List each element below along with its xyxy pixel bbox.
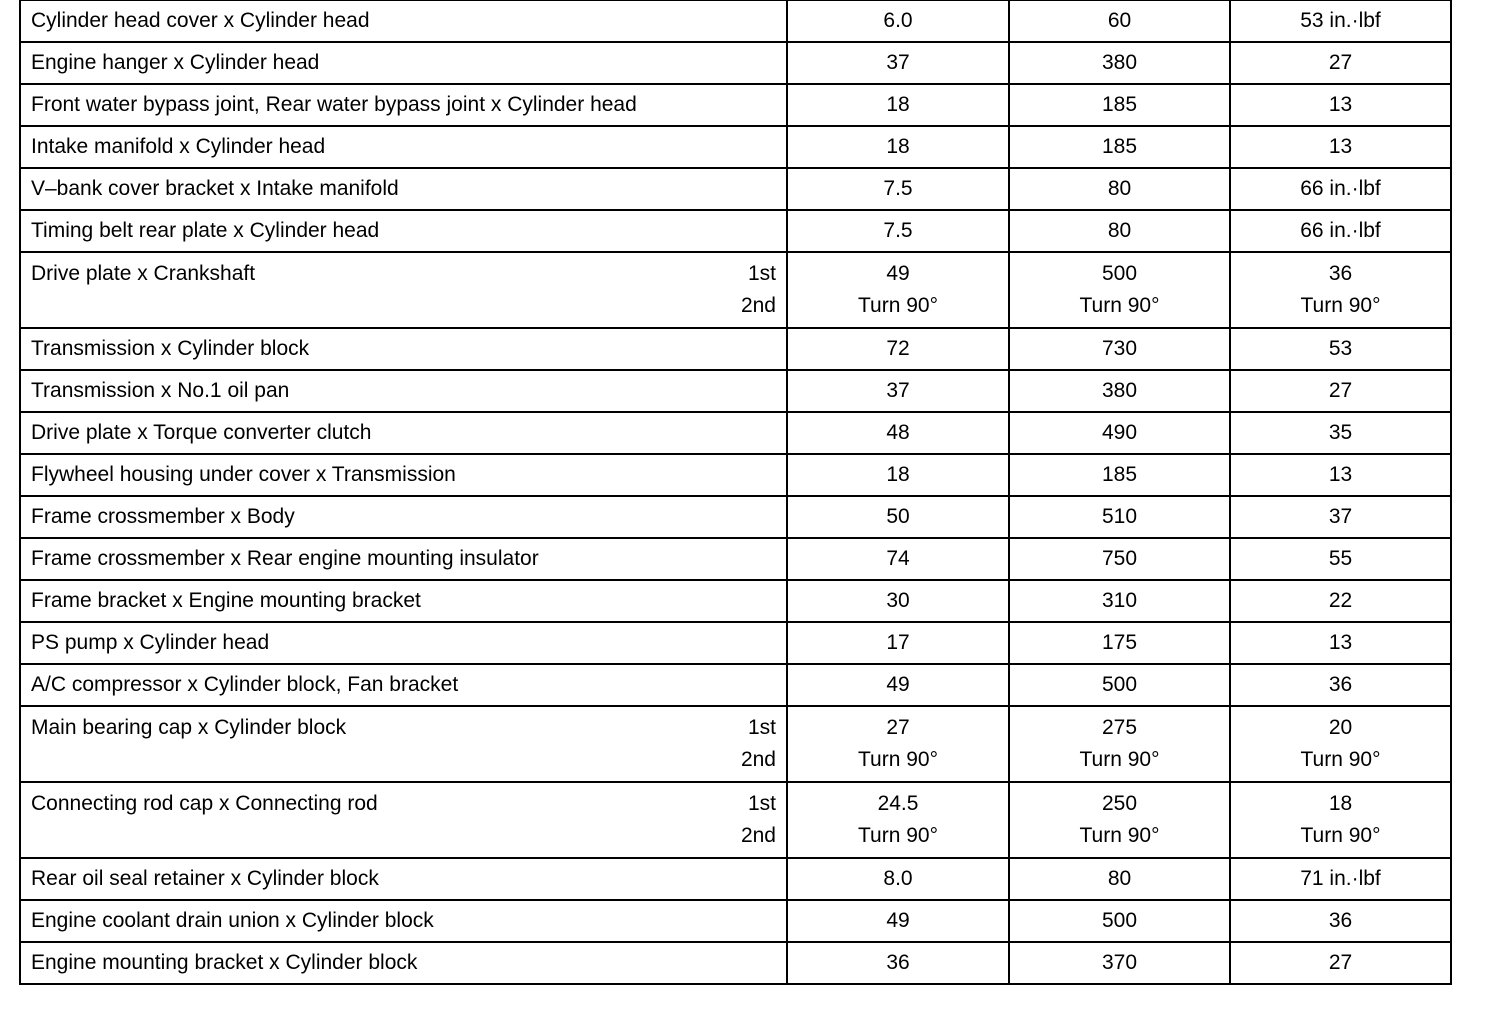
table-row — [20, 210, 1451, 252]
part-label: Connecting rod cap x Connecting rod — [31, 792, 378, 815]
part-cell — [20, 496, 787, 538]
table-row — [20, 0, 1451, 42]
ft-lbf-value-2nd: Turn 90° — [1300, 824, 1381, 847]
part-cell — [20, 706, 787, 782]
part-label: Front water bypass joint, Rear water bypass joint x Cylinder head — [31, 93, 637, 116]
part-label: Frame crossmember x Rear engine mounting insulator — [31, 547, 539, 570]
step-2nd-label: 2nd — [740, 824, 776, 847]
kgf-cm-cell: 60 — [1009, 0, 1230, 42]
ft-lbf-cell: 37 — [1230, 496, 1451, 538]
part-cell — [20, 252, 787, 328]
table-row — [20, 370, 1451, 412]
ft-lbf-cell: 27 — [1230, 370, 1451, 412]
part-label: PS pump x Cylinder head — [31, 631, 270, 654]
part-cell — [20, 412, 787, 454]
ft-lbf-value-1st: 36 — [1328, 262, 1353, 285]
part-cell — [20, 942, 787, 984]
part-cell — [20, 168, 787, 210]
kgf-cm-cell: 500 — [1009, 900, 1230, 942]
step-labels — [741, 258, 776, 322]
kgf-cm-cell: 185 — [1009, 126, 1230, 168]
ft-lbf-cell — [1230, 252, 1451, 328]
nm-value-2nd: Turn 90° — [858, 824, 938, 847]
part-label: Engine mounting bracket x Cylinder block — [31, 951, 418, 974]
part-cell — [20, 580, 787, 622]
part-label: Flywheel housing under cover x Transmission — [31, 463, 456, 486]
kgf-cm-cell: 380 — [1009, 370, 1230, 412]
nm-cell: 48 — [787, 412, 1009, 454]
nm-cell: 7.5 — [787, 168, 1009, 210]
table-row — [20, 126, 1451, 168]
part-label: Drive plate x Crankshaft — [31, 262, 256, 285]
nm-cell: 37 — [787, 370, 1009, 412]
ft-lbf-cell: 13 — [1230, 126, 1451, 168]
kgf-cm-cell: 175 — [1009, 622, 1230, 664]
nm-value-1st: 27 — [886, 716, 910, 739]
part-cell — [20, 42, 787, 84]
ft-lbf-cell: 13 — [1230, 622, 1451, 664]
kgf-cm-value-1st: 250 — [1101, 792, 1138, 815]
kgf-cm-cell: 380 — [1009, 42, 1230, 84]
part-label: Transmission x Cylinder block — [31, 337, 310, 360]
kgf-cm-cell: 730 — [1009, 328, 1230, 370]
part-cell — [20, 84, 787, 126]
nm-cell: 72 — [787, 328, 1009, 370]
ft-lbf-cell: 66 in.·lbf — [1230, 168, 1451, 210]
ft-lbf-cell: 55 — [1230, 538, 1451, 580]
kgf-cm-cell: 370 — [1009, 942, 1230, 984]
table-row — [20, 782, 1451, 858]
nm-cell: 8.0 — [787, 858, 1009, 900]
kgf-cm-cell: 310 — [1009, 580, 1230, 622]
table-row — [20, 538, 1451, 580]
part-cell — [20, 454, 787, 496]
table-row — [20, 84, 1451, 126]
part-cell — [20, 370, 787, 412]
part-label: Cylinder head cover x Cylinder head — [31, 9, 370, 32]
torque-spec-table — [19, 0, 1452, 985]
nm-cell: 30 — [787, 580, 1009, 622]
kgf-cm-cell: 80 — [1009, 210, 1230, 252]
ft-lbf-value-2nd: Turn 90° — [1300, 294, 1381, 317]
kgf-cm-cell — [1009, 252, 1230, 328]
ft-lbf-cell: 22 — [1230, 580, 1451, 622]
nm-value-1st: 24.5 — [877, 792, 919, 815]
step-labels — [741, 788, 776, 852]
kgf-cm-cell: 500 — [1009, 664, 1230, 706]
step-labels — [741, 712, 776, 776]
part-cell — [20, 858, 787, 900]
kgf-cm-value-2nd: Turn 90° — [1079, 824, 1160, 847]
ft-lbf-cell: 53 — [1230, 328, 1451, 370]
part-label: Engine coolant drain union x Cylinder block — [31, 909, 434, 932]
table-row — [20, 328, 1451, 370]
table-row — [20, 580, 1451, 622]
part-label: Timing belt rear plate x Cylinder head — [31, 219, 380, 242]
nm-cell: 18 — [787, 84, 1009, 126]
table-row — [20, 168, 1451, 210]
ft-lbf-cell: 53 in.·lbf — [1230, 0, 1451, 42]
nm-cell: 74 — [787, 538, 1009, 580]
kgf-cm-cell: 750 — [1009, 538, 1230, 580]
ft-lbf-cell: 27 — [1230, 42, 1451, 84]
kgf-cm-cell: 490 — [1009, 412, 1230, 454]
nm-cell: 49 — [787, 900, 1009, 942]
nm-cell: 17 — [787, 622, 1009, 664]
part-label: A/C compressor x Cylinder block, Fan bracket — [31, 673, 459, 696]
nm-cell: 36 — [787, 942, 1009, 984]
table-row — [20, 412, 1451, 454]
nm-cell: 50 — [787, 496, 1009, 538]
nm-cell — [787, 782, 1009, 858]
nm-value-2nd: Turn 90° — [858, 748, 938, 771]
part-label: Drive plate x Torque converter clutch — [31, 421, 372, 444]
step-2nd-label: 2nd — [740, 294, 776, 317]
kgf-cm-cell — [1009, 782, 1230, 858]
part-cell — [20, 664, 787, 706]
step-1st-label: 1st — [747, 792, 776, 815]
kgf-cm-cell — [1009, 706, 1230, 782]
nm-cell: 6.0 — [787, 0, 1009, 42]
table-row — [20, 454, 1451, 496]
part-cell — [20, 126, 787, 168]
kgf-cm-value-1st: 500 — [1101, 262, 1138, 285]
part-cell — [20, 210, 787, 252]
ft-lbf-value-2nd: Turn 90° — [1300, 748, 1381, 771]
nm-cell: 49 — [787, 664, 1009, 706]
nm-cell: 18 — [787, 454, 1009, 496]
part-cell — [20, 538, 787, 580]
part-cell — [20, 782, 787, 858]
ft-lbf-cell: 27 — [1230, 942, 1451, 984]
ft-lbf-cell — [1230, 782, 1451, 858]
part-label: Engine hanger x Cylinder head — [31, 51, 320, 74]
kgf-cm-cell: 80 — [1009, 168, 1230, 210]
part-label: Main bearing cap x Cylinder block — [31, 716, 347, 739]
step-1st-label: 1st — [747, 716, 776, 739]
nm-cell: 18 — [787, 126, 1009, 168]
step-1st-label: 1st — [747, 262, 776, 285]
part-label: V–bank cover bracket x Intake manifold — [31, 177, 399, 200]
nm-cell — [787, 252, 1009, 328]
kgf-cm-value-2nd: Turn 90° — [1079, 294, 1160, 317]
part-label: Frame crossmember x Body — [31, 505, 295, 528]
kgf-cm-value-1st: 275 — [1101, 716, 1138, 739]
table-row — [20, 252, 1451, 328]
part-cell — [20, 900, 787, 942]
table-row — [20, 664, 1451, 706]
ft-lbf-cell: 36 — [1230, 664, 1451, 706]
ft-lbf-value-1st: 20 — [1328, 716, 1353, 739]
kgf-cm-cell: 185 — [1009, 454, 1230, 496]
kgf-cm-cell: 80 — [1009, 858, 1230, 900]
part-label: Rear oil seal retainer x Cylinder block — [31, 867, 379, 890]
table-row — [20, 858, 1451, 900]
table-row — [20, 496, 1451, 538]
part-cell — [20, 622, 787, 664]
table-row — [20, 622, 1451, 664]
ft-lbf-cell — [1230, 706, 1451, 782]
nm-cell: 37 — [787, 42, 1009, 84]
nm-value-1st: 49 — [886, 262, 910, 285]
ft-lbf-cell: 36 — [1230, 900, 1451, 942]
ft-lbf-cell: 66 in.·lbf — [1230, 210, 1451, 252]
part-label: Intake manifold x Cylinder head — [31, 135, 326, 158]
ft-lbf-cell: 71 in.·lbf — [1230, 858, 1451, 900]
part-cell — [20, 0, 787, 42]
table-row — [20, 900, 1451, 942]
ft-lbf-value-1st: 18 — [1328, 792, 1353, 815]
table-row — [20, 706, 1451, 782]
kgf-cm-cell: 185 — [1009, 84, 1230, 126]
table-row — [20, 42, 1451, 84]
ft-lbf-cell: 13 — [1230, 84, 1451, 126]
step-2nd-label: 2nd — [740, 748, 776, 771]
part-label: Frame bracket x Engine mounting bracket — [31, 589, 421, 612]
table-row — [20, 942, 1451, 984]
part-cell — [20, 328, 787, 370]
nm-cell — [787, 706, 1009, 782]
ft-lbf-cell: 13 — [1230, 454, 1451, 496]
kgf-cm-cell: 510 — [1009, 496, 1230, 538]
ft-lbf-cell: 35 — [1230, 412, 1451, 454]
nm-value-2nd: Turn 90° — [858, 294, 938, 317]
nm-cell: 7.5 — [787, 210, 1009, 252]
part-label: Transmission x No.1 oil pan — [31, 379, 290, 402]
kgf-cm-value-2nd: Turn 90° — [1079, 748, 1160, 771]
